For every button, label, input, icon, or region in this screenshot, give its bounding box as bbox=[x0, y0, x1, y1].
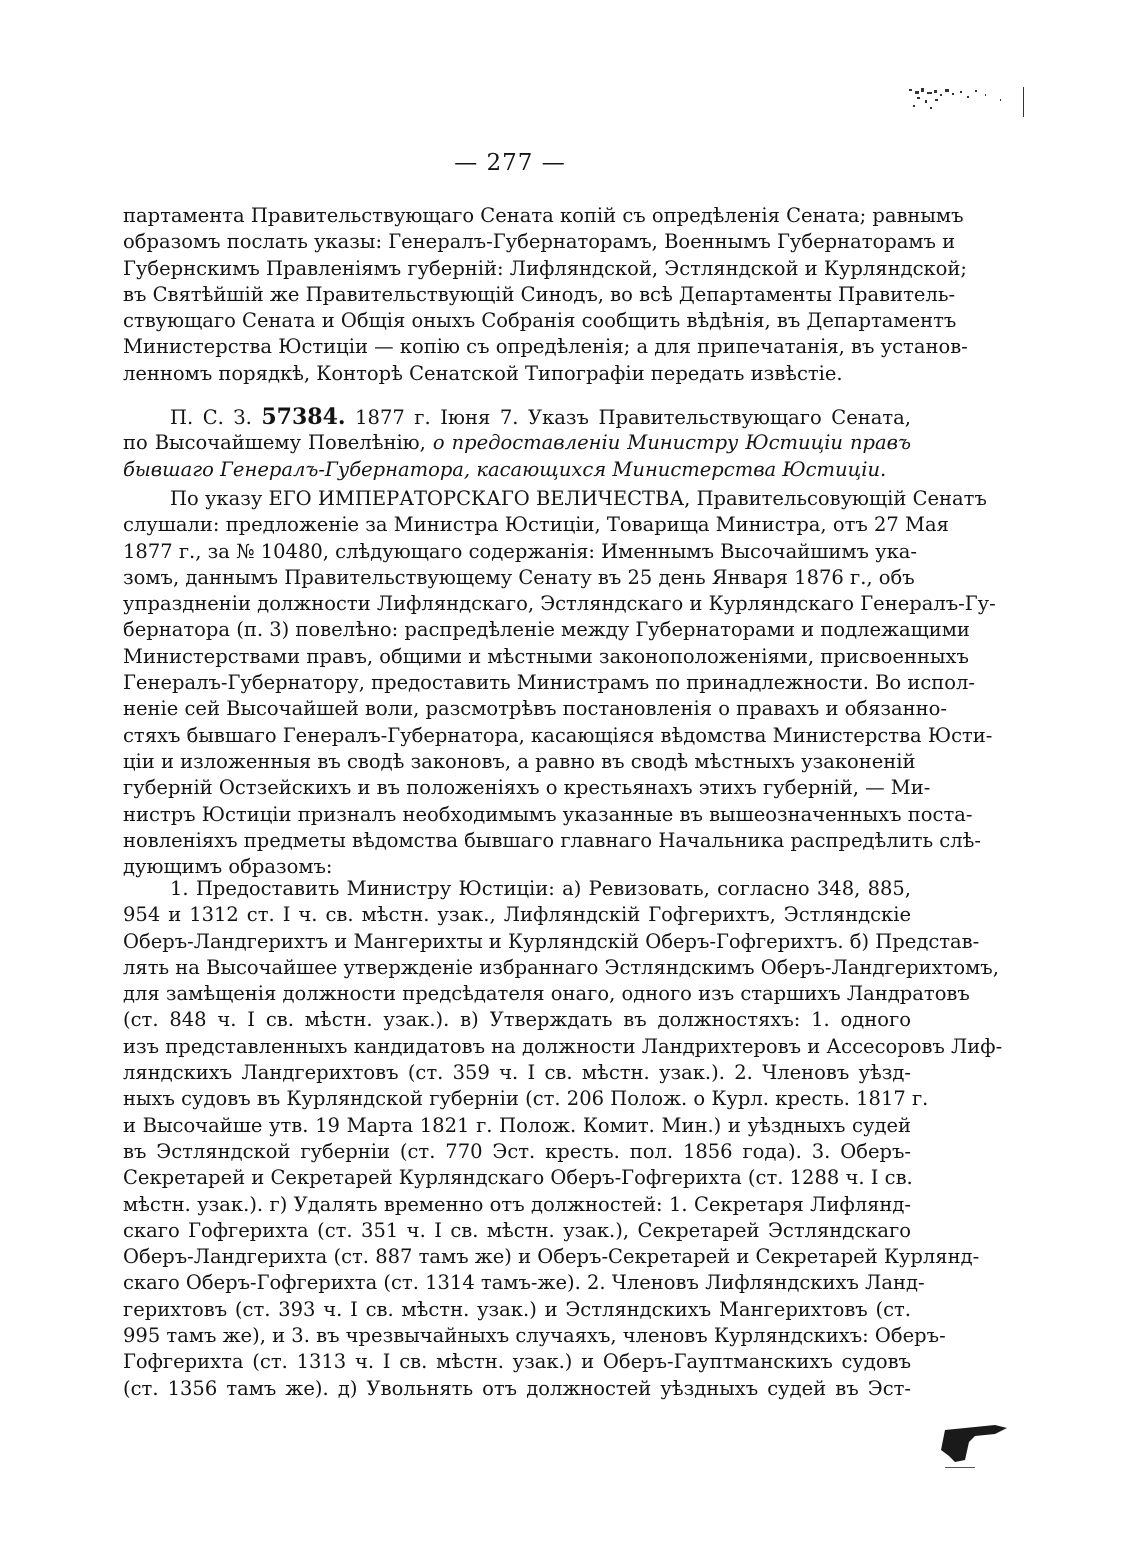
text-line: въ Эстляндской губерніи (ст. 770 Эст. кресть. пол. 1856 года). 3. Оберъ- bbox=[123, 1139, 911, 1163]
text-line: ленномъ порядкѣ, Конторѣ Сенатской Типографіи передать извѣстіе. bbox=[123, 361, 843, 385]
text-line: Генералъ-Губернатору, предоставить Министрамъ по принадлежности. Во испол- bbox=[123, 671, 976, 695]
text-line: 954 и 1312 ст. I ч. св. мѣстн. узак., Лифляндскій Гофгерихтъ, Эстляндскіе bbox=[123, 903, 911, 927]
text-line: бернатора (п. 3) повелѣно: распредѣленіе между Губернаторами и подлежащими bbox=[123, 618, 970, 642]
text-line: Гофгерихта (ст. 1313 ч. I св. мѣстн. узак.) и Оберъ-Гауптманскихъ судовъ bbox=[123, 1350, 911, 1374]
decree-authority: по Высочайшему Повелѣнію, bbox=[123, 431, 426, 455]
text-line: Секретарей и Секретарей Курляндскаго Оберъ-Гофгерихта (ст. 1288 ч. I св. bbox=[123, 1166, 913, 1190]
text-line: изъ представленныхъ кандидатовъ на должности Ландрихтеровъ и Ассесоровъ Лиф- bbox=[123, 1034, 1003, 1058]
text-line: герихтовъ (ст. 393 ч. I св. мѣстн. узак.) и Эстляндскихъ Мангерихтовъ (ст. bbox=[123, 1297, 911, 1321]
paragraph-2 bbox=[123, 876, 1003, 1402]
decree-subject-line: бывшаго Генералъ-Губернатора, касающихся Министерства Юстиціи. bbox=[123, 457, 887, 481]
paragraph-1 bbox=[123, 486, 996, 880]
text-line: зомъ, даннымъ Правительствующему Сенату въ 25 день Января 1876 г., объ bbox=[123, 565, 915, 589]
text-line: Министерствами правъ, общими и мѣстными законоположеніями, присвоенныхъ bbox=[123, 644, 969, 668]
text-line: слушали: предложеніе за Министра Юстиціи, Товарища Министра, отъ 27 Мая bbox=[123, 513, 949, 537]
text-line: Оберъ-Ландгерихтъ и Мангерихты и Курляндскій Оберъ-Гофгерихтъ. б) Представ- bbox=[123, 929, 980, 953]
text-line: губерній Остзейскихъ и въ положеніяхъ о крестьянахъ этихъ губерній, — Ми- bbox=[123, 776, 931, 800]
text-line: новленіяхъ предметы вѣдомства бывшаго главнаго Начальника распредѣлить слѣ- bbox=[123, 828, 981, 852]
text-line: ціи и изложенныя въ сводѣ законовъ, а равно въ сводѣ мѣстныхъ узаконеній bbox=[123, 749, 916, 773]
text-line: (ст. 1356 тамъ же). д) Увольнять отъ должностей уѣздныхъ судей въ Эст- bbox=[123, 1376, 911, 1400]
decree-heading-line bbox=[123, 404, 911, 430]
text-line: 1877 г., за № 10480, слѣдующаго содержанія: Именнымъ Высочайшимъ ука- bbox=[123, 539, 917, 563]
text-line: неніе сей Высочайшей воли, разсмотрѣвъ постановленія о правахъ и обязанно- bbox=[123, 697, 947, 721]
text-line: для замѣщенія должности предсѣдателя онаго, одного изъ старшихъ Ландратовъ bbox=[123, 982, 970, 1006]
scan-noise-bottom bbox=[935, 1410, 1015, 1470]
decree-date: 1877 г. Іюня 7. Указъ Правительствующаго Сената, bbox=[355, 406, 911, 429]
text-line: (ст. 848 ч. I св. мѣстн. узак.). в) Утверждать въ должностяхъ: 1. одного bbox=[123, 1008, 911, 1032]
text-line: ныхъ судовъ въ Курляндской губерніи (ст. 206 Полож. о Курл. кресть. 1817 г. bbox=[123, 1087, 929, 1111]
decree-heading bbox=[123, 404, 911, 483]
text-line: и Высочайше утв. 19 Марта 1821 г. Полож. Комит. Мин.) и уѣздныхъ судей bbox=[123, 1113, 911, 1137]
text-line: стяхъ бывшаго Генералъ-Губернатора, касающіяся вѣдомства Министерства Юсти- bbox=[123, 723, 993, 747]
decree-subject: о предоставленіи Министру Юстиціи правъ bbox=[432, 431, 911, 455]
text-line: лять на Высочайшее утвержденіе избраннаго Эстляндскимъ Оберъ-Ландгерихтомъ, bbox=[123, 955, 999, 979]
decree-heading-line bbox=[123, 430, 911, 456]
page-number: — 277 — bbox=[454, 150, 566, 176]
text-line: упраздненіи должности Лифляндскаго, Эстляндскаго и Курляндскаго Генералъ-Гу- bbox=[123, 592, 996, 616]
decree-prefix: П. С. З. bbox=[170, 406, 252, 429]
text-line: 1. Предоставить Министру Юстиціи: а) Ревизовать, согласно 348, 885, bbox=[170, 877, 911, 900]
scan-noise-top bbox=[905, 85, 1025, 135]
decree-number: 57384. bbox=[261, 404, 346, 430]
text-line: въ Святѣйшій же Правительствующій Синодъ, во всѣ Департаменты Правитель- bbox=[123, 282, 956, 306]
text-line: образомъ послать указы: Генералъ-Губернаторамъ, Военнымъ Губернаторамъ и bbox=[123, 230, 956, 254]
text-line: ствующаго Сената и Общія оныхъ Собранія сообщить вѣдѣнія, въ Департаментъ bbox=[123, 309, 957, 333]
text-line: По указу ЕГО ИМПЕРАТОРСКАГО ВЕЛИЧЕСТВА, Правительсовующій Сенатъ bbox=[170, 487, 987, 510]
text-line: нистръ Юстиціи призналъ необходимымъ указанные въ вышеозначенныхъ поста- bbox=[123, 802, 973, 826]
text-line: Министерства Юстиціи — копію съ опредѣленія; а для припечатанія, въ установ- bbox=[123, 335, 968, 359]
text-line: ляндскихъ Ландгерихтовъ (ст. 359 ч. I св. мѣстн. узак.). 2. Членовъ уѣзд- bbox=[123, 1061, 911, 1085]
text-line: Оберъ-Ландгерихта (ст. 887 тамъ же) и Оберъ-Секретарей и Секретарей Курлянд- bbox=[123, 1245, 980, 1269]
continuation-text bbox=[123, 203, 968, 387]
text-line: партамента Правительствующаго Сената копій съ опредѣленія Сената; равнымъ bbox=[123, 204, 964, 227]
text-line: скаго Оберъ-Гофгерихта (ст. 1314 тамъ-же). 2. Членовъ Лифляндскихъ Ланд- bbox=[123, 1271, 925, 1295]
text-line: мѣстн. узак.). г) Удалять временно отъ должностей: 1. Секретаря Лифлянд- bbox=[123, 1192, 911, 1216]
text-line: Губернскимъ Правленіямъ губерній: Лифляндской, Эстляндской и Курляндской; bbox=[123, 256, 967, 280]
text-line: дующимъ образомъ: bbox=[123, 855, 333, 879]
text-line: 995 тамъ же), и 3. въ чрезвычайныхъ случаяхъ, членовъ Курляндскихъ: Оберъ- bbox=[123, 1324, 946, 1348]
scan-mark-line bbox=[945, 1467, 975, 1468]
text-line: скаго Гофгерихта (ст. 351 ч. I св. мѣстн. узак.), Секретарей Эстляндскаго bbox=[123, 1218, 911, 1242]
